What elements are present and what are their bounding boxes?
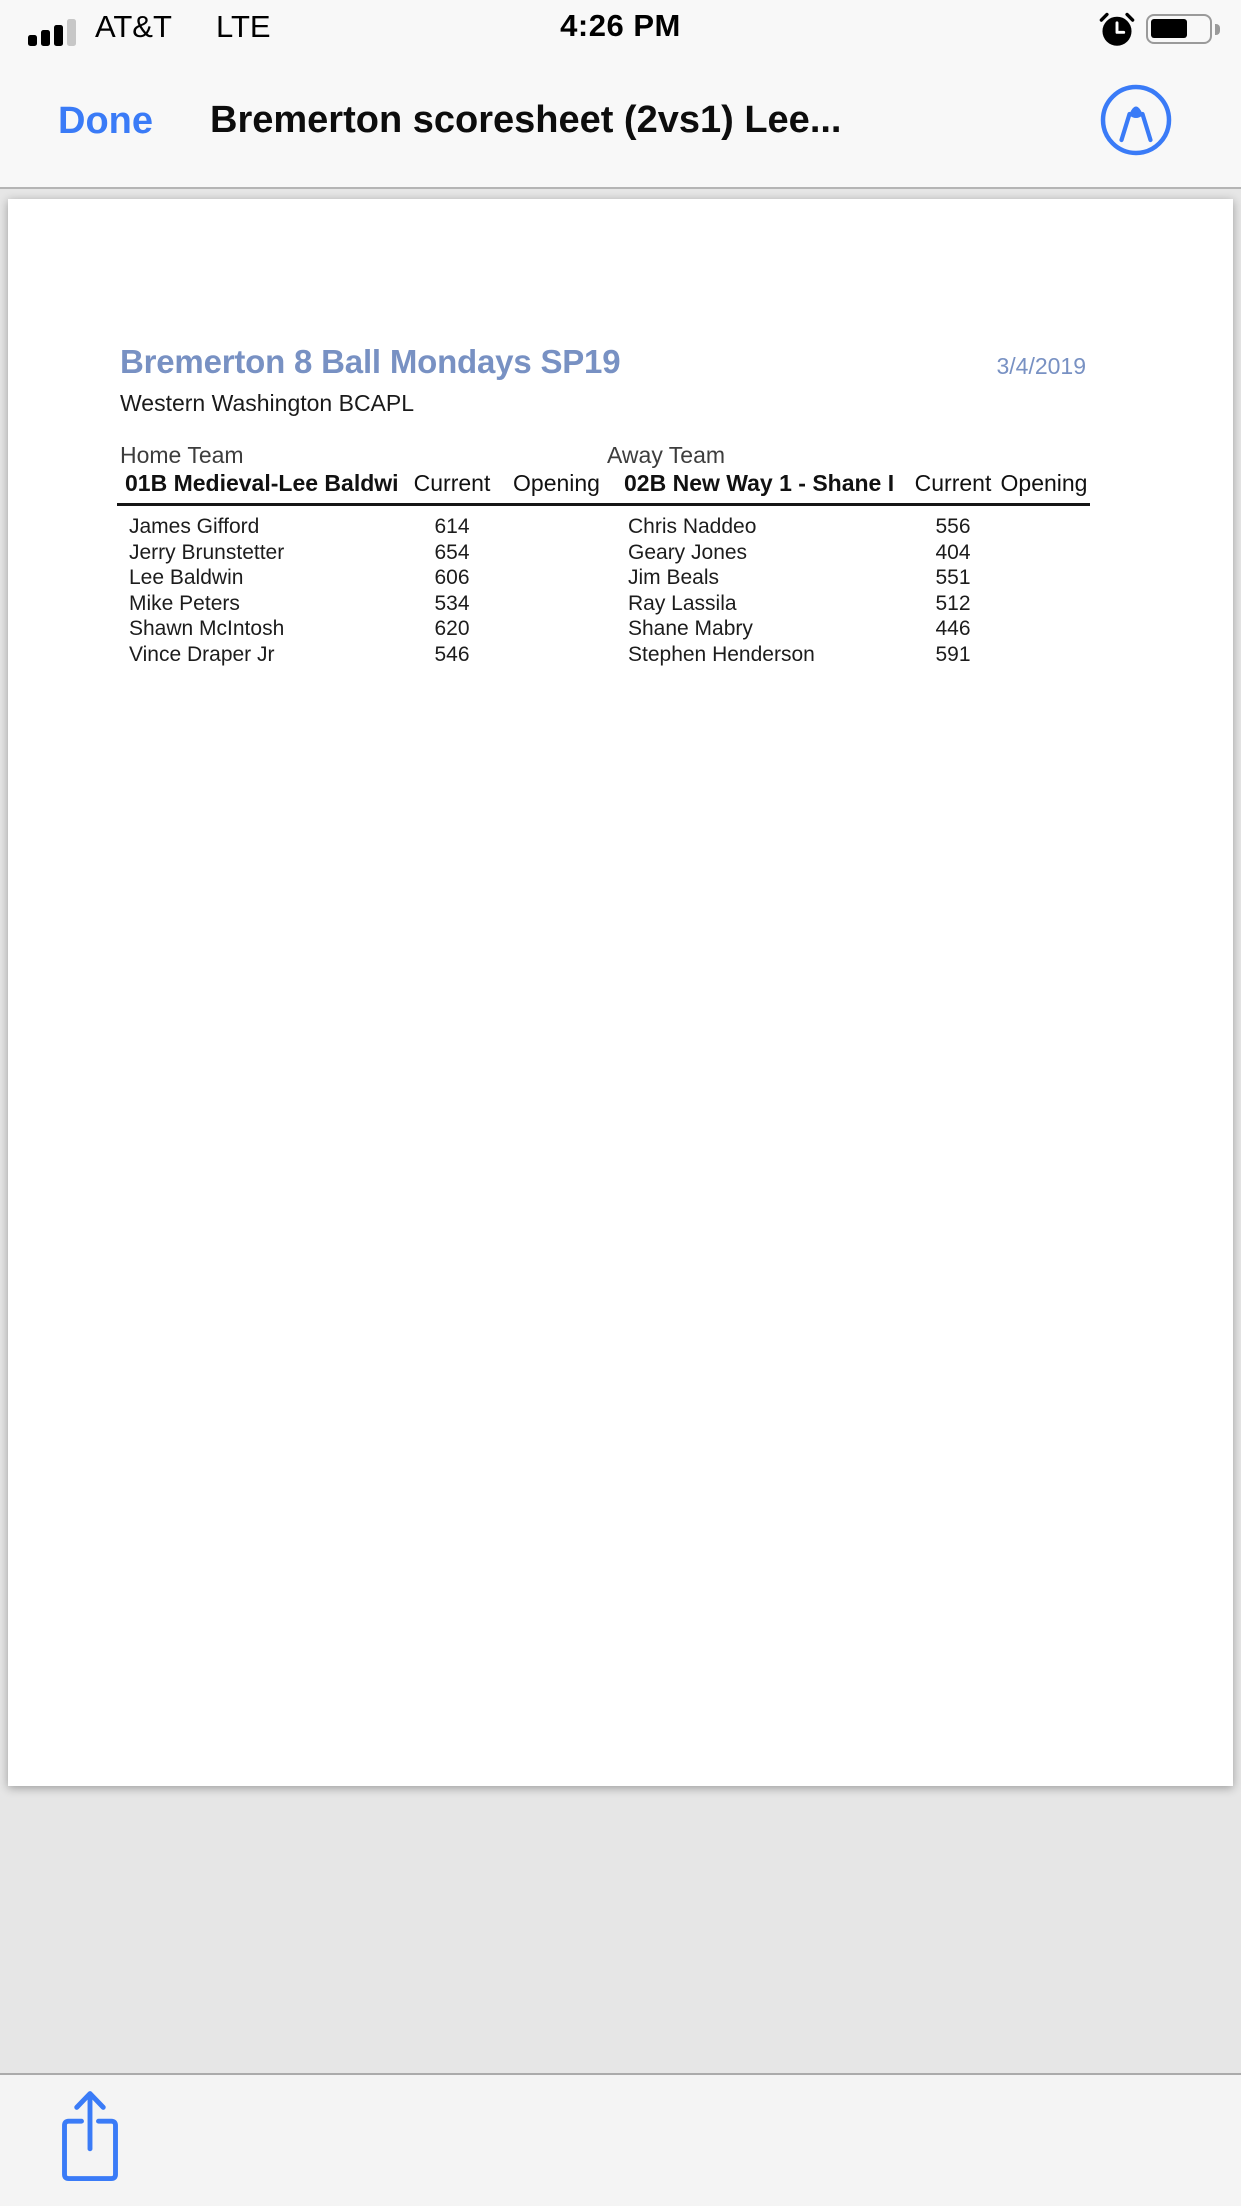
roster-table-body xyxy=(117,506,1090,667)
home-player-current: 546 xyxy=(434,642,470,666)
status-time: 4:26 PM xyxy=(560,8,681,43)
away-player-opening xyxy=(998,540,1090,566)
home-current-header: Current xyxy=(413,470,491,496)
table-row xyxy=(117,591,1090,617)
home-player-opening xyxy=(497,565,616,591)
away-player-current: 591 xyxy=(935,642,971,666)
home-opening-header: Opening xyxy=(513,470,600,496)
league-subtitle: Western Washington BCAPL xyxy=(120,390,415,416)
share-icon[interactable] xyxy=(56,2085,124,2185)
away-player-name: Ray Lassila xyxy=(628,591,737,615)
away-player-opening xyxy=(998,616,1090,642)
home-player-opening xyxy=(497,540,616,566)
away-player-name: Geary Jones xyxy=(628,540,748,564)
roster-table-header xyxy=(117,469,1090,506)
bottom-toolbar xyxy=(0,2073,1241,2206)
status-bar xyxy=(0,0,1241,58)
table-row xyxy=(117,565,1090,591)
home-player-name: Shawn McIntosh xyxy=(129,617,285,640)
home-player-name: Lee Baldwin xyxy=(129,566,244,589)
away-player-current: 512 xyxy=(935,591,971,615)
home-player-name: Jerry Brunstetter xyxy=(129,540,285,564)
network-label: LTE xyxy=(216,9,271,44)
home-player-current: 654 xyxy=(434,540,470,564)
away-player-current: 446 xyxy=(935,617,971,640)
match-date: 3/4/2019 xyxy=(996,353,1086,379)
document-page[interactable] xyxy=(8,199,1233,1786)
table-row xyxy=(117,540,1090,566)
home-player-name: Mike Peters xyxy=(129,591,240,615)
table-row xyxy=(117,616,1090,642)
away-player-name: Jim Beals xyxy=(628,566,720,589)
home-team-name-header: 01B Medieval-Lee Baldwi xyxy=(125,470,399,496)
home-player-name: James Gifford xyxy=(129,515,260,538)
markup-pen-icon[interactable] xyxy=(1098,82,1174,158)
carrier-label: AT&T xyxy=(95,9,172,44)
home-player-current: 606 xyxy=(434,566,470,589)
home-player-opening xyxy=(497,591,616,617)
away-team-name-header: 02B New Way 1 - Shane I xyxy=(624,470,895,496)
league-title: Bremerton 8 Ball Mondays SP19 xyxy=(120,343,621,380)
away-current-header: Current xyxy=(914,470,992,496)
home-player-current: 620 xyxy=(434,617,470,640)
battery-icon xyxy=(1146,14,1212,44)
top-chrome xyxy=(0,0,1241,189)
home-player-opening xyxy=(497,642,616,668)
home-player-opening xyxy=(497,514,616,540)
alarm-clock-icon xyxy=(1098,10,1136,53)
home-team-label: Home Team xyxy=(120,442,244,468)
away-team-label: Away Team xyxy=(607,442,726,468)
away-player-name: Chris Naddeo xyxy=(628,515,757,538)
away-player-opening xyxy=(998,565,1090,591)
away-player-name: Shane Mabry xyxy=(628,617,753,640)
home-player-current: 614 xyxy=(434,515,470,538)
home-player-opening xyxy=(497,616,616,642)
navigation-bar xyxy=(0,58,1241,187)
home-player-name: Vince Draper Jr xyxy=(129,642,275,666)
roster-table xyxy=(117,469,1090,667)
away-player-opening xyxy=(998,591,1090,617)
away-player-current: 551 xyxy=(935,566,971,589)
table-row xyxy=(117,514,1090,540)
home-player-current: 534 xyxy=(434,591,470,615)
away-player-opening xyxy=(998,514,1090,540)
away-opening-header: Opening xyxy=(1000,470,1088,496)
away-player-current: 556 xyxy=(935,515,971,538)
away-player-current: 404 xyxy=(935,540,971,564)
document-title-bar: Bremerton scoresheet (2vs1) Lee... xyxy=(210,99,842,141)
away-player-name: Stephen Henderson xyxy=(628,642,815,666)
table-row xyxy=(117,642,1090,668)
away-player-opening xyxy=(998,642,1090,668)
done-button[interactable]: Done xyxy=(58,100,153,142)
